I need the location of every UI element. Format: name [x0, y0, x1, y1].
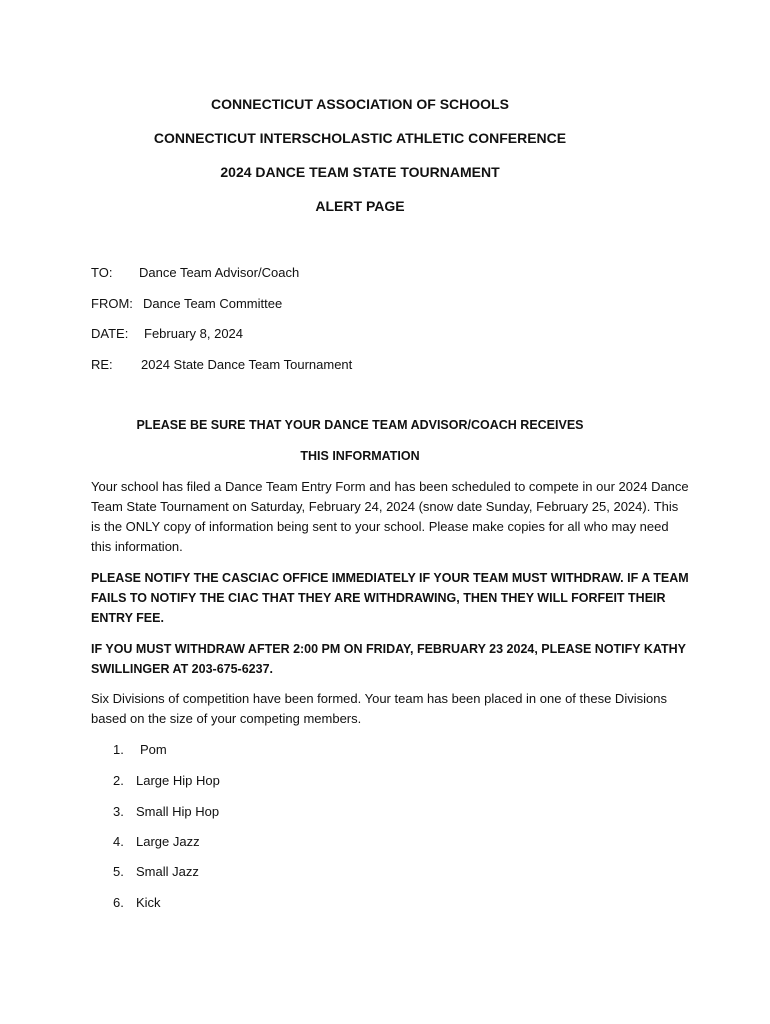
- division-number: 5.: [113, 864, 124, 879]
- division-number: 3.: [113, 804, 124, 819]
- division-name: Kick: [136, 895, 161, 910]
- division-name: Pom: [140, 742, 167, 757]
- division-name: Small Hip Hop: [136, 804, 220, 819]
- body-paragraph-2: PLEASE NOTIFY THE CASCIAC OFFICE IMMEDIATELY IF YOUR TEAM MUST WITHDRAW. IF A TEAM FAILS TO NOTIFY THE CIAC THAT THEY ARE WITHDRAWING, THEN THEY WILL FORFEIT THEIR ENTRY FEE.: [91, 571, 689, 625]
- division-name: Large Jazz: [136, 834, 200, 849]
- division-number: 1.: [113, 742, 124, 757]
- body-paragraph-1: Your school has filed a Dance Team Entry Form and has been scheduled to compete in our 2024 Dance Team State Tournament on Saturday, February 24, 2024 (snow date Sunday, February 25, 2024). This is the ONLY copy of information being sent to your school. Please make copies for all who may need this information.: [91, 479, 689, 554]
- memo-to-label: TO:: [91, 265, 113, 280]
- memo-date-value: February 8, 2024: [144, 326, 244, 341]
- title-line-3: 2024 DANCE TEAM STATE TOURNAMENT: [220, 164, 500, 180]
- body-paragraph-3: IF YOU MUST WITHDRAW AFTER 2:00 PM ON FRIDAY, FEBRUARY 23 2024, PLEASE NOTIFY KATHY SWILLINGER AT 203-675-6237.: [91, 642, 686, 676]
- title-line-4: ALERT PAGE: [315, 198, 405, 214]
- memo-from-value: Dance Team Committee: [143, 296, 283, 311]
- notice-line-1: PLEASE BE SURE THAT YOUR DANCE TEAM ADVISOR/COACH RECEIVES: [136, 418, 584, 432]
- title-line-1: CONNECTICUT ASSOCIATION OF SCHOOLS: [211, 96, 509, 112]
- division-name: Large Hip Hop: [136, 773, 220, 788]
- memo-from-label: FROM:: [91, 296, 133, 311]
- memo-re-value: 2024 State Dance Team Tournament: [141, 357, 353, 372]
- title-line-2: CONNECTICUT INTERSCHOLASTIC ATHLETIC CONFERENCE: [153, 130, 567, 146]
- division-name: Small Jazz: [136, 864, 199, 879]
- division-number: 4.: [113, 834, 124, 849]
- memo-to-value: Dance Team Advisor/Coach: [139, 265, 300, 280]
- body-paragraph-4: Six Divisions of competition have been formed. Your team has been placed in one of these Divisions based on the size of your competing members.: [91, 691, 667, 726]
- division-number: 6.: [113, 895, 124, 910]
- notice-line-2: THIS INFORMATION: [300, 449, 420, 463]
- division-number: 2.: [113, 773, 124, 788]
- memo-date-label: DATE:: [91, 326, 129, 341]
- memo-re-label: RE:: [91, 357, 113, 372]
